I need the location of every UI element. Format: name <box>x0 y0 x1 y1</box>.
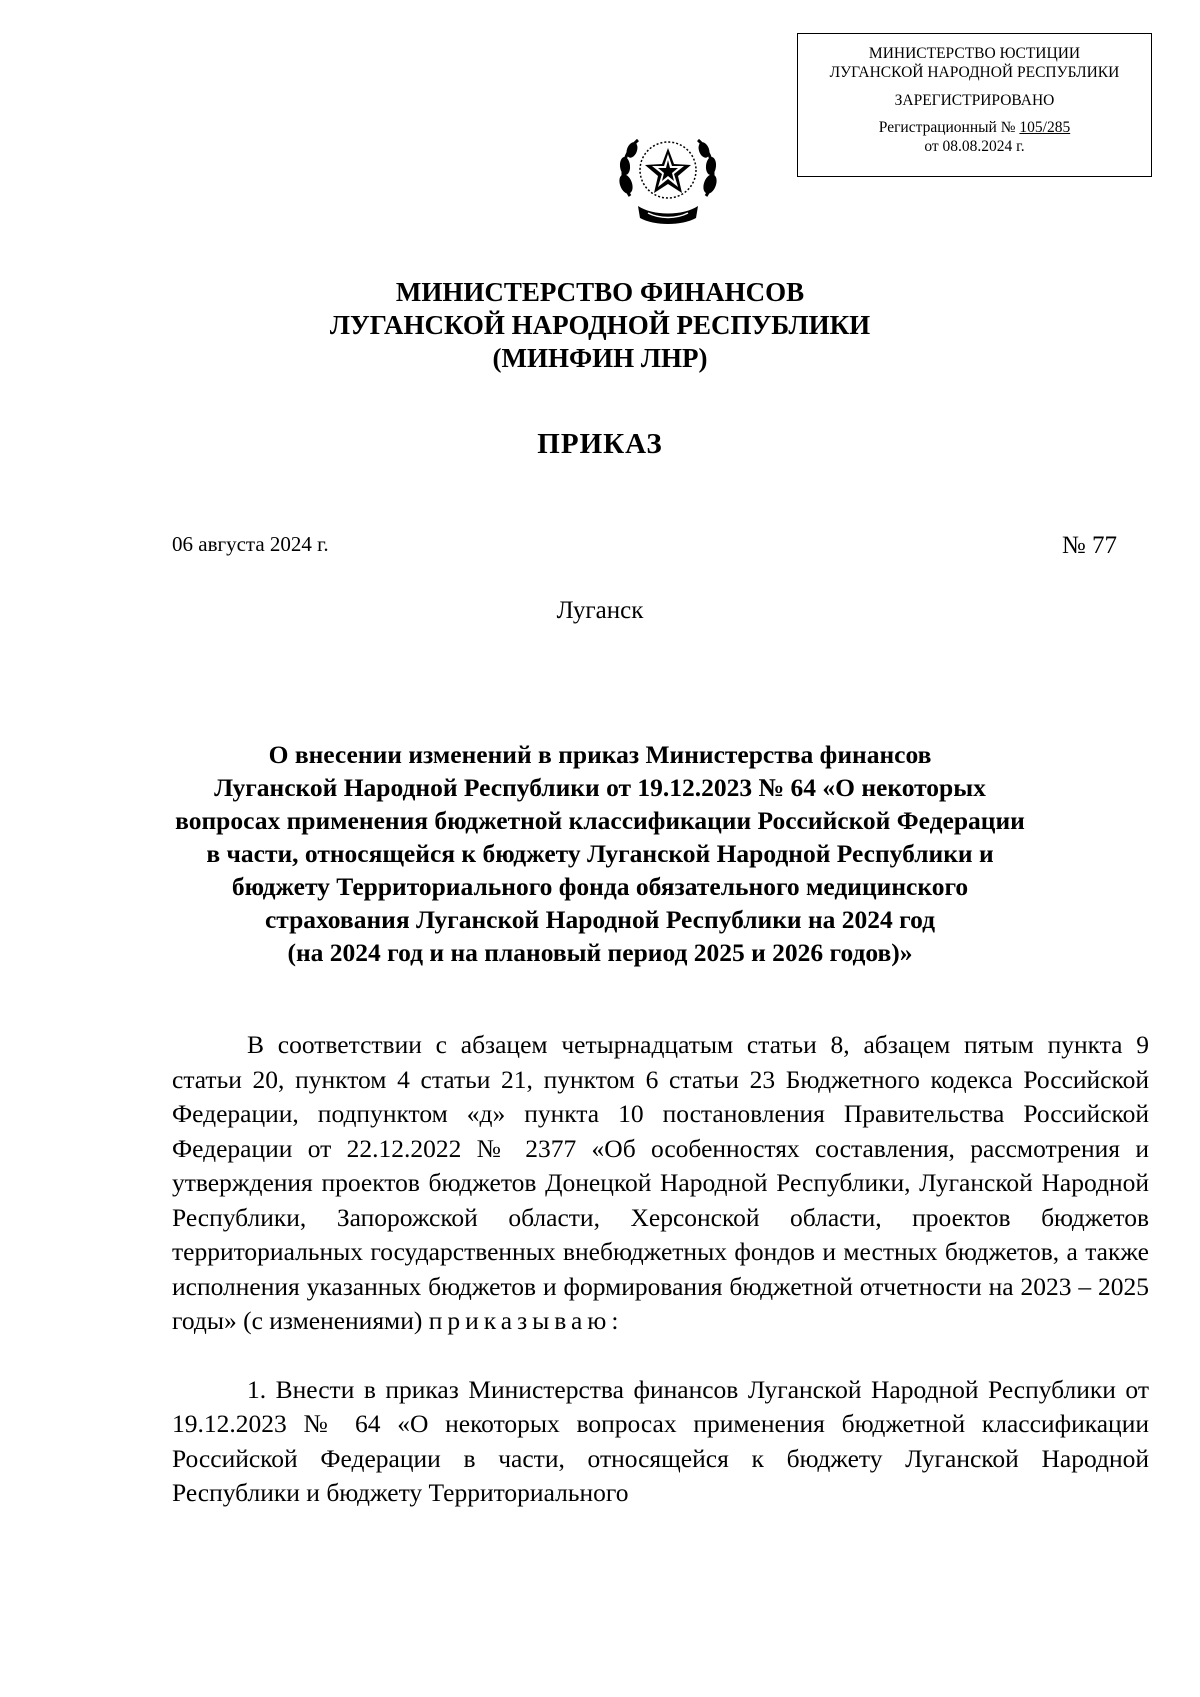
subject-line: в части, относящейся к бюджету Луганской Народной Республики и <box>206 839 994 868</box>
stamp-reg-date: от 08.08.2024 г. <box>924 138 1025 155</box>
ministry-name-line-2: ЛУГАНСКОЙ НАРОДНОЙ РЕСПУБЛИКИ <box>329 310 871 340</box>
preamble-text: В соответствии с абзацем четырнадцатым статьи 8, абзацем пятым пункта 9 статьи 20, пунктом 4 статьи 21, пунктом 6 статьи 23 Бюджетного кодекса Российской Федерации, подпунктом «д» пункта 10 постановления Правительства Российской Федерации от 22.12.2022 № 2377 «Об особенностях составления, рассмотрения и утверждения проектов бюджетов Донецкой Народной Республики, Луганской Народной Республики, Запорожской области, Херсонской области, проектов бюджетов территориальных государственных внебюджетных фондов и местных бюджетов, а также исполнения указанных бюджетов и формирования бюджетной отчетности на 2023 – 2025 годы» (с изменениями) <box>172 1030 1149 1335</box>
registration-stamp <box>797 33 1152 177</box>
order-date: 06 августа 2024 г. <box>172 532 329 556</box>
subject-line: вопросах применения бюджетной классификации Российской Федерации <box>175 806 1025 835</box>
subject-line: (на 2024 год и на плановый период 2025 и 2026 годов)» <box>287 938 913 967</box>
order-subject <box>150 738 1050 969</box>
subject-line: О внесении изменений в приказ Министерства финансов <box>268 740 932 769</box>
body-paragraph-item-1: 1. Внести в приказ Министерства финансов Луганской Народной Республики от 19.12.2023 № 64 «О некоторых вопросах применения бюджетной классификации Российской Федерации в части, относящейся к бюджету Луганской Народной Республики и бюджету Территориального <box>172 1374 1149 1507</box>
stamp-line-1: МИНИСТЕРСТВО ЮСТИЦИИ <box>868 45 1081 62</box>
stamp-registration <box>798 118 1151 137</box>
order-directive: приказываю: <box>428 1306 624 1335</box>
ministry-header <box>0 276 1200 375</box>
subject-line: бюджету Территориального фонда обязательного медицинского <box>231 872 969 901</box>
ministry-name-line-1: МИНИСТЕРСТВО ФИНАНСОВ <box>395 277 805 307</box>
subject-line: Луганской Народной Республики от 19.12.2023 № 64 «О некоторых <box>214 773 986 802</box>
order-city: Луганск <box>556 597 644 624</box>
subject-line: страхования Луганской Народной Республики на 2024 год <box>264 905 936 934</box>
stamp-line-2: ЛУГАНСКОЙ НАРОДНОЙ РЕСПУБЛИКИ <box>829 64 1120 81</box>
body-paragraph-preamble <box>172 1028 1149 1339</box>
order-number: № 77 <box>1061 532 1117 559</box>
stamp-status: ЗАРЕГИСТРИРОВАНО <box>894 92 1055 109</box>
document-type-title: ПРИКАЗ <box>537 428 663 460</box>
stamp-reg-number: 105/285 <box>1019 119 1071 136</box>
coat-of-arms-icon <box>608 118 728 238</box>
ministry-abbreviation: (МИНФИН ЛНР) <box>492 343 708 373</box>
order-body <box>172 1028 1149 1511</box>
stamp-reg-label: Регистрационный № <box>878 119 1016 136</box>
